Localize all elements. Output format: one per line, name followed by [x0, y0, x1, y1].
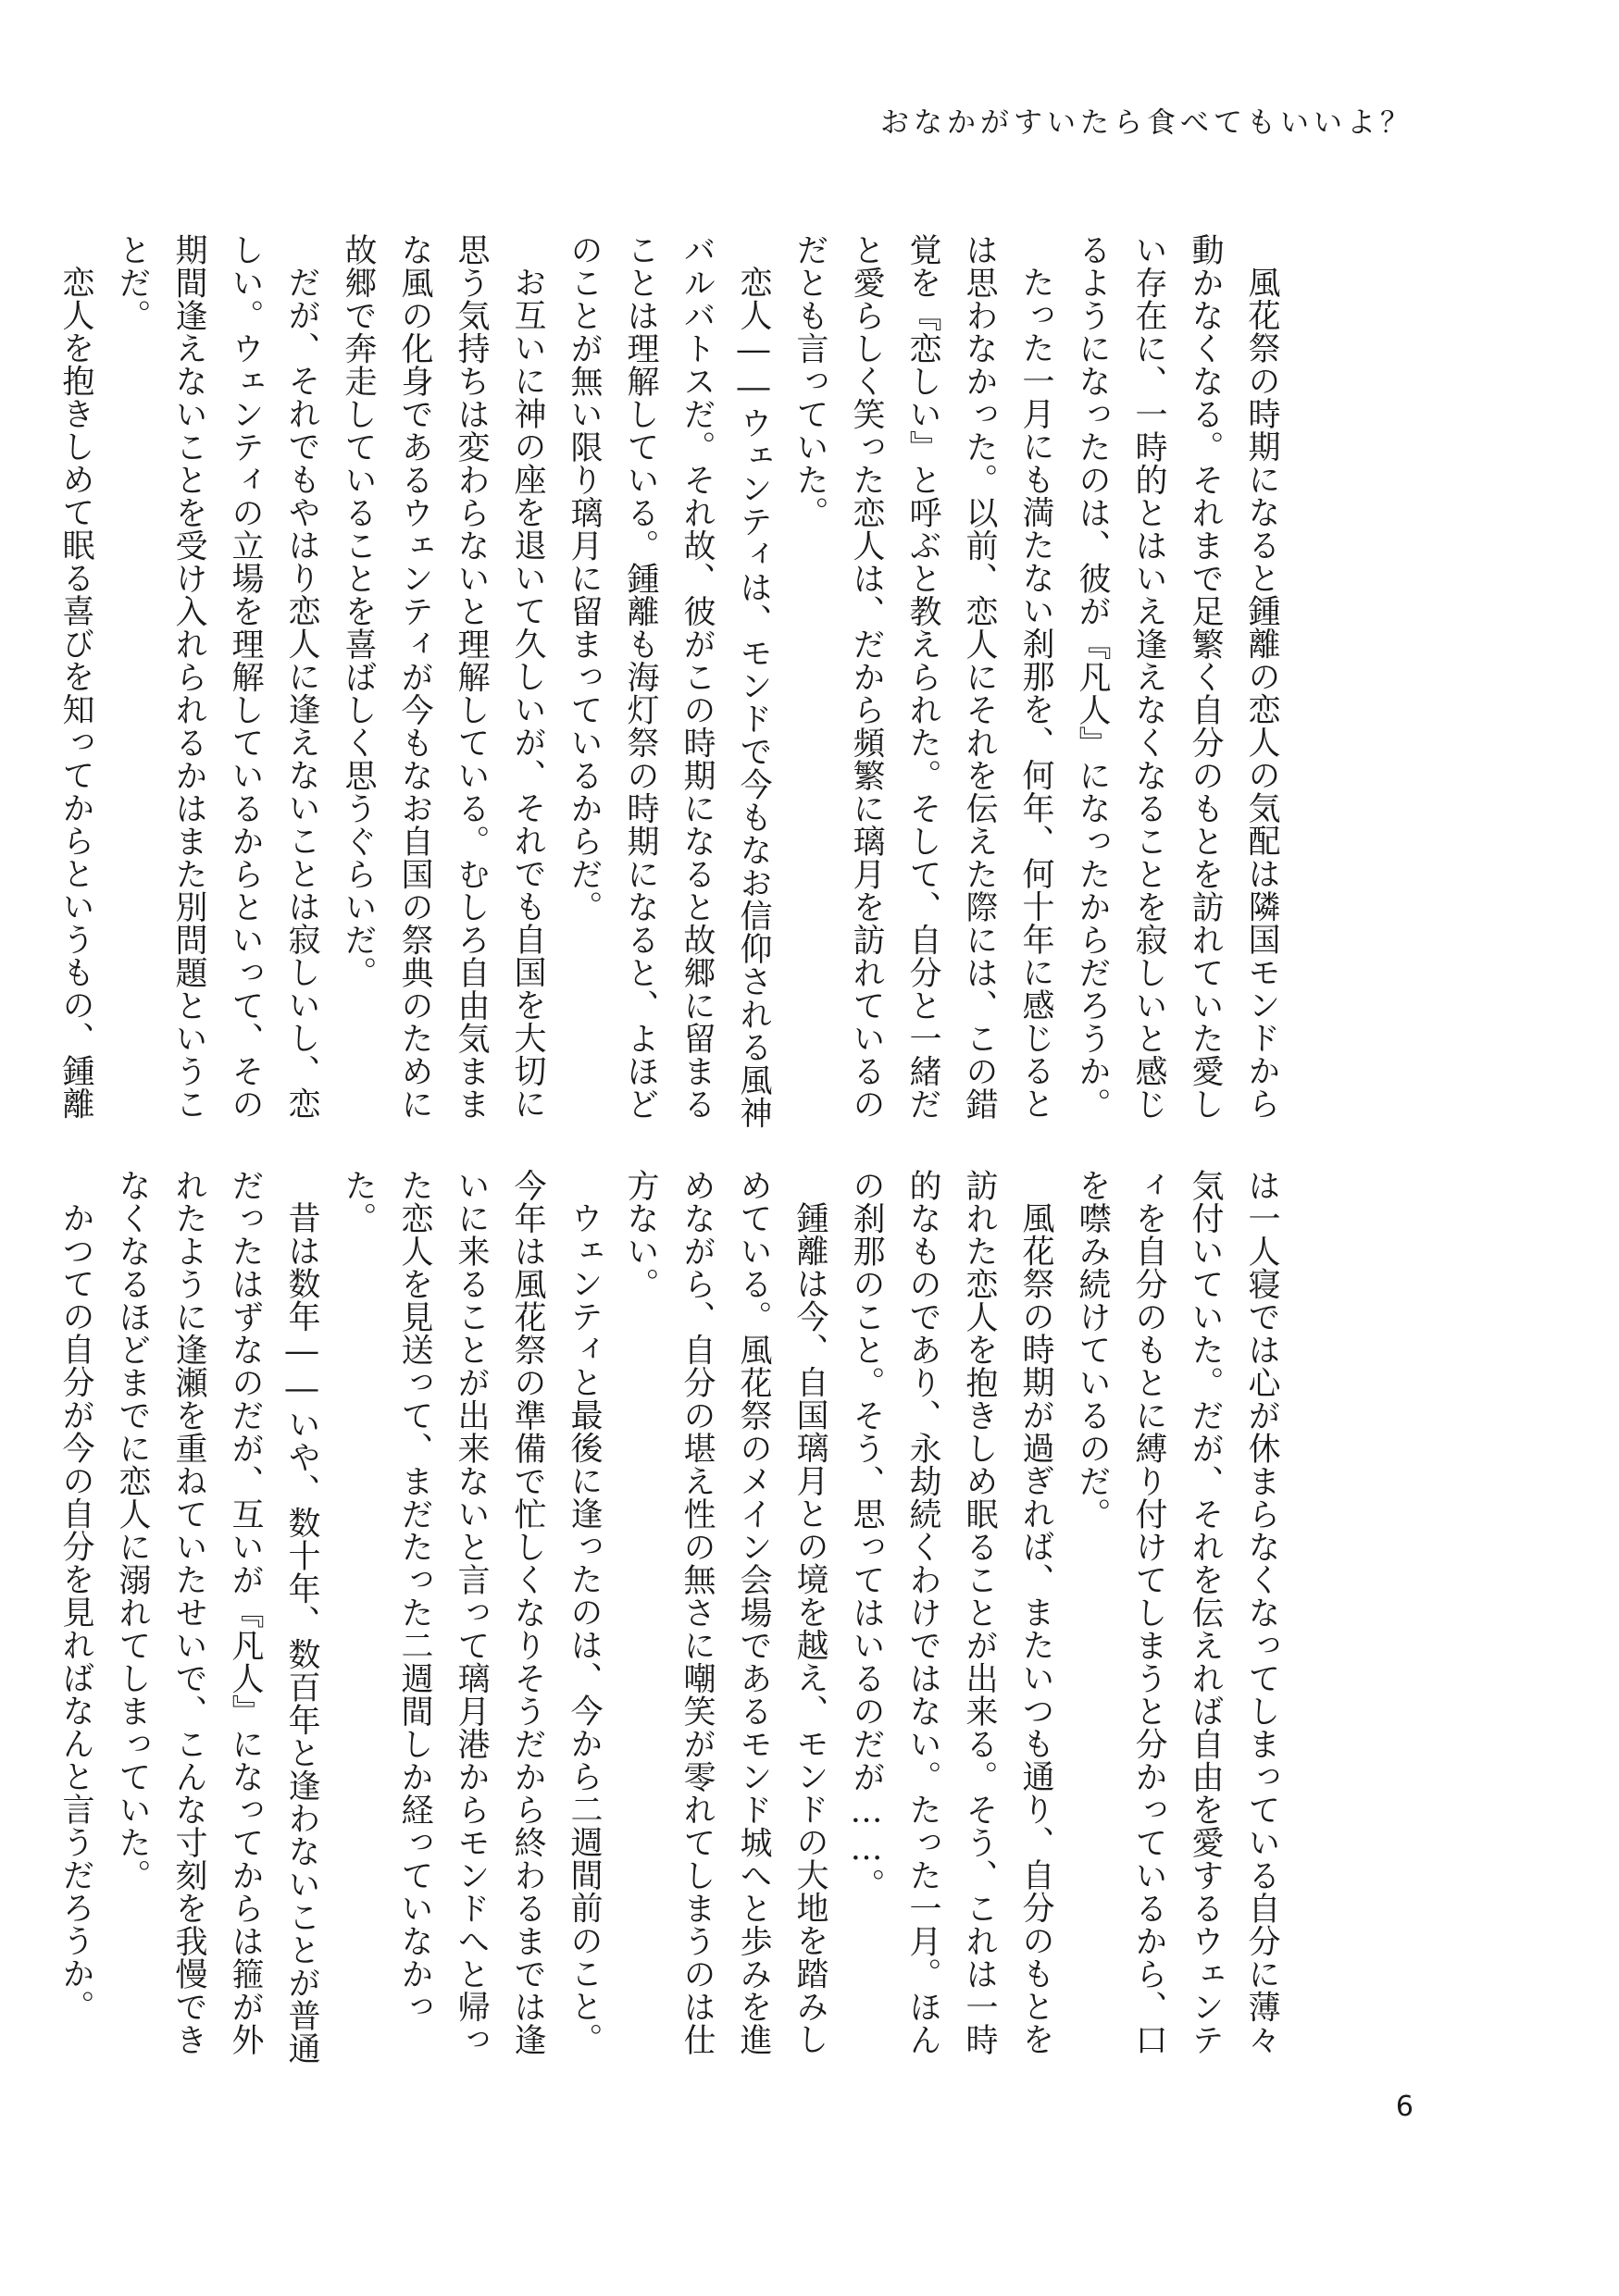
text-block-lower: [57, 1169, 1289, 2066]
paragraph: かつての自分が今の自分を見ればなんと言うだろうか。: [57, 1201, 94, 2023]
paragraph: 昔は数年――いや、数十年、数百年と逢わないことが普通だったはずなのだが、互いが『凡人』になってからは箍が外れたように逢瀬を重ねていたせいで、こんな寸刻を我慢できなくなるほどまでに恋人に溺れてしまっていた。: [114, 1169, 320, 2065]
paragraph-continuation: は一人寝では心が休まらなくなってしまっている自分に薄々気付いていた。だが、それを伝えれば自由を愛するウェンティを自分のもとに縛り付けてしまうと分かっているから、口を噤み続けているのだ。: [1074, 1169, 1280, 2056]
text-block-upper: [57, 233, 1289, 1131]
paragraph: 恋人を抱きしめて眠る喜びを知ってからというもの、鍾離: [57, 266, 94, 1120]
paragraph: お互いに神の座を退いて久しいが、それでも自国を大切に思う気持ちは変わらないと理解している。むしろ自由気ままな風の化身であるウェンティが今もなお自国の祭典のために故郷で奔走していることを喜ばしく思うぐらいだ。: [340, 233, 546, 1121]
paragraph: ウェンティと最後に逢ったのは、今から二週間前のこと。今年は風花祭の準備で忙しくなりそうだから終わるまでは逢いに来ることが出来ないと言って璃月港からモンドへと帰った恋人を見送って、まだたった二週間しか経っていなかった。: [340, 1169, 603, 2056]
page-number: 6: [1395, 2091, 1414, 2123]
paragraph: 恋人――ウェンティは、モンドで今もなお信仰される風神バルバトスだ。それ故、彼がこの時期になると故郷に留まることは理解している。鍾離も海灯祭の時期になると、よほどのことが無い限り璃月に留まっているからだ。: [566, 233, 772, 1129]
running-header-title: おなかがすいたら食べてもいいよ？: [880, 106, 1414, 140]
paragraph: だが、それでもやはり恋人に逢えないことは寂しいし、恋しい。ウェンティの立場を理解しているからといって、その期間逢えないことを受け入れられるかはまた別問題ということだ。: [114, 233, 320, 1121]
paragraph: 風花祭の時期になると鍾離の恋人の気配は隣国モンドから動かなくなる。それまで足繁く自分のもとを訪れていた愛しい存在に、一時的とはいえ逢えなくなることを寂しいと感じるようになったのは、彼が『凡人』になったからだろうか。: [1074, 233, 1280, 1121]
paragraph: 鍾離は今、自国璃月との境を越え、モンドの大地を踏みしめている。風花祭のメイン会場であるモンド城へと歩みを進めながら、自分の堪え性の無さに嘲笑が零れてしまうのは仕方ない。: [622, 1169, 828, 2056]
paragraph: たった一月にも満たない刹那を、何年、何十年に感じるとは思わなかった。以前、恋人にそれを伝えた際には、この錯覚を『恋しい』と呼ぶと教えられた。そして、自分と一緒だと愛らしく笑った恋人は、だから頻繁に璃月を訪れているのだとも言っていた。: [791, 233, 1054, 1121]
paragraph: 風花祭の時期が過ぎれば、またいつも通り、自分のもとを訪れた恋人を抱きしめ眠ることが出来る。そう、これは一時的なものであり、永劫続くわけではない。たった一月。ほんの刹那のこと。そう、思ってはいるのだが……。: [848, 1169, 1054, 2056]
